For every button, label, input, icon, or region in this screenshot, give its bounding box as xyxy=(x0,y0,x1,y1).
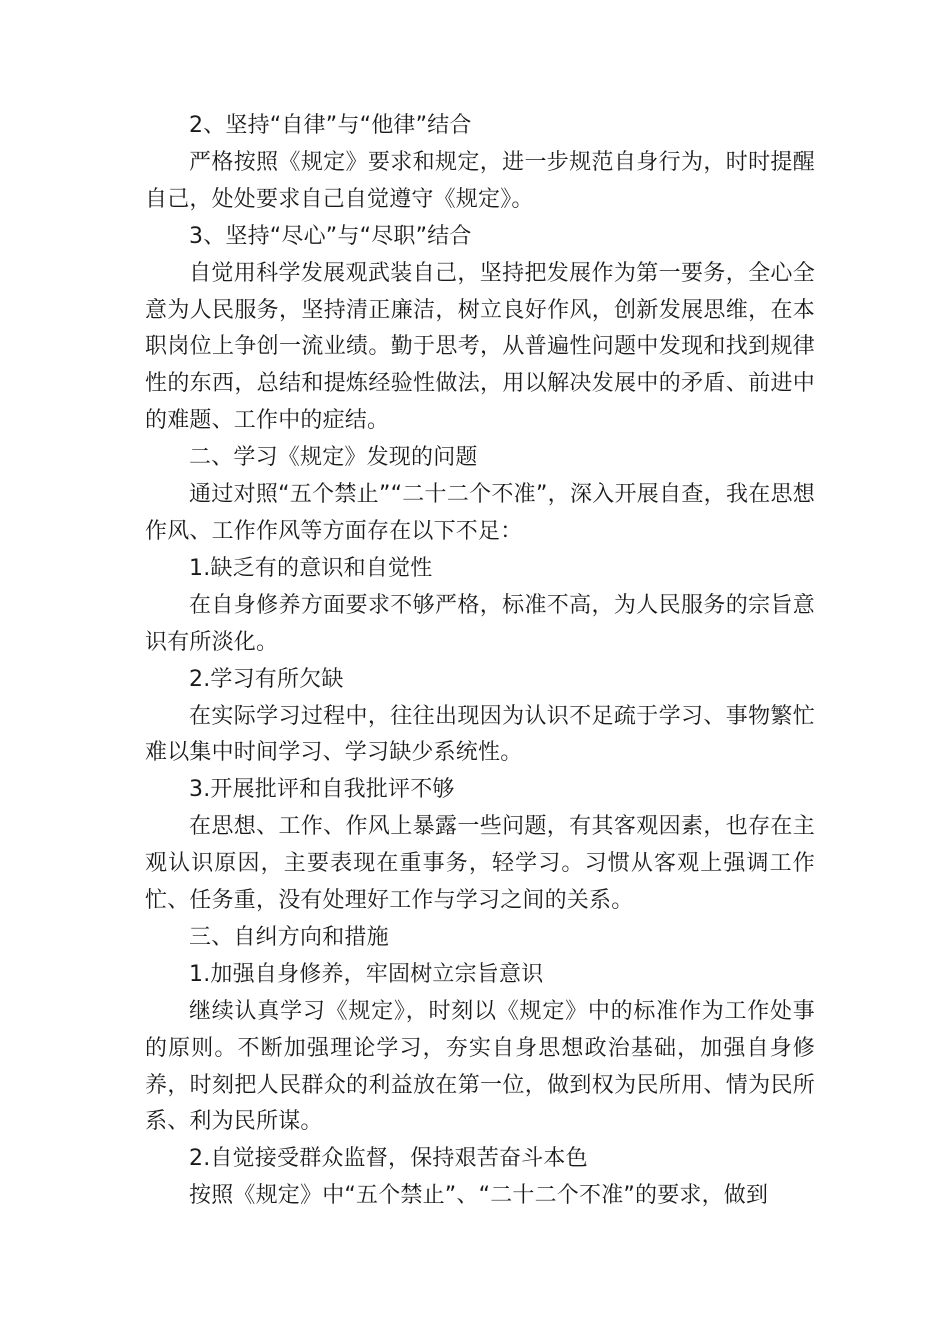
section-heading-measures: 三、自纠方向和措施 xyxy=(189,924,389,950)
subheading-study: 2.学习有所欠缺 xyxy=(189,666,344,692)
body-paragraph: 通过对照“五个禁止”“二十二个不准”，深入开展自查，我在思想作风、工作作风等方面存在以下不足： xyxy=(145,482,815,544)
body-paragraph: 严格按照《规定》要求和规定，进一步规范自身行为，时时提醒自己，处处要求自己自觉遵守《规定》。 xyxy=(145,149,815,212)
subheading-self-cultivation: 1.加强自身修养，牢固树立宗旨意识 xyxy=(189,961,544,987)
subheading-supervision: 2.自觉接受群众监督，保持艰苦奋斗本色 xyxy=(189,1146,588,1172)
subheading-dedication: 3、坚持“尽心”与“尽职”结合 xyxy=(189,223,472,249)
subheading-criticism: 3.开展批评和自我批评不够 xyxy=(189,777,455,803)
subheading-awareness: 1.缺乏有的意识和自觉性 xyxy=(189,555,433,581)
document-body xyxy=(145,108,815,1215)
body-paragraph: 自觉用科学发展观武装自己，坚持把发展作为第一要务，全心全意为人民服务，坚持清正廉洁，树立良好作风，创新发展思维，在本职岗位上争创一流业绩。勤于思考，从普遍性问题中发现和找到规律性的东西，总结和提炼经验性做法，用以解决发展中的矛盾、前进中的难题、工作中的症结。 xyxy=(145,260,815,434)
body-paragraph: 在思想、工作、作风上暴露一些问题，有其客观因素，也存在主观认识原因，主要表现在重事务，轻学习。习惯从客观上强调工作忙、任务重，没有处理好工作与学习之间的关系。 xyxy=(145,814,815,914)
body-paragraph: 在自身修养方面要求不够严格，标准不高，为人民服务的宗旨意识有所淡化。 xyxy=(145,592,815,655)
body-paragraph: 按照《规定》中“五个禁止”、“二十二个不准”的要求，做到 xyxy=(189,1183,769,1209)
section-heading-problems: 二、学习《规定》发现的问题 xyxy=(189,445,478,471)
body-paragraph: 在实际学习过程中，往往出现因为认识不足疏于学习、事物繁忙难以集中时间学习、学习缺少系统性。 xyxy=(145,703,815,766)
body-paragraph: 继续认真学习《规定》，时刻以《规定》中的标准作为工作处事的原则。不断加强理论学习，夯实自身思想政治基础，加强自身修养，时刻把人民群众的利益放在第一位，做到权为民所用、情为民所系、利为民所谋。 xyxy=(145,998,815,1135)
subheading-self-discipline: 2、坚持“自律”与“他律”结合 xyxy=(189,113,472,138)
